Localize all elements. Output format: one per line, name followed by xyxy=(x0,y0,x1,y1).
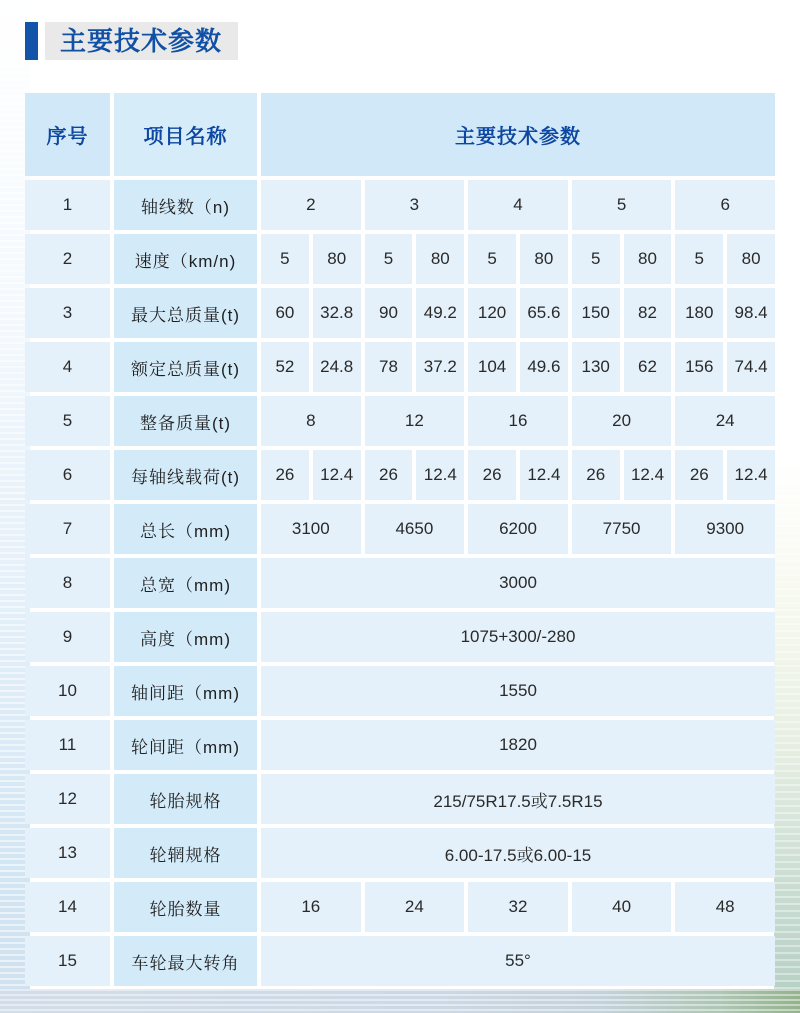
value-cell: 12 xyxy=(365,396,465,446)
value-cell: 98.4 xyxy=(727,288,775,338)
row-label-cell: 车轮最大转角 xyxy=(114,936,257,986)
value-cell: 5 xyxy=(365,234,413,284)
row-label-cell: 最大总质量(t) xyxy=(114,288,257,338)
value-cell: 24 xyxy=(365,882,465,932)
value-cell: 8 xyxy=(261,396,361,446)
value-cell: 1820 xyxy=(261,720,775,770)
value-cell: 26 xyxy=(261,450,309,500)
column-header-name: 项目名称 xyxy=(114,93,257,176)
row-label-cell: 整备质量(t) xyxy=(114,396,257,446)
value-cell: 24.8 xyxy=(313,342,361,392)
row-label-cell: 速度（km/n) xyxy=(114,234,257,284)
row-number-cell: 13 xyxy=(25,828,110,878)
value-cell: 4 xyxy=(468,180,568,230)
row-label-cell: 总宽（mm) xyxy=(114,558,257,608)
row-label-cell: 额定总质量(t) xyxy=(114,342,257,392)
value-cell: 80 xyxy=(520,234,568,284)
value-cell: 32 xyxy=(468,882,568,932)
value-cell: 62 xyxy=(624,342,672,392)
value-cell: 6 xyxy=(675,180,775,230)
value-cell: 26 xyxy=(365,450,413,500)
value-cell: 150 xyxy=(572,288,620,338)
row-label-cell: 轮间距（mm) xyxy=(114,720,257,770)
value-cell: 26 xyxy=(675,450,723,500)
value-cell: 80 xyxy=(313,234,361,284)
row-label-cell: 总长（mm) xyxy=(114,504,257,554)
value-cell: 16 xyxy=(261,882,361,932)
row-number-cell: 15 xyxy=(25,936,110,986)
value-cell: 5 xyxy=(261,234,309,284)
value-cell: 6200 xyxy=(468,504,568,554)
value-cell: 12.4 xyxy=(313,450,361,500)
row-number-cell: 6 xyxy=(25,450,110,500)
value-cell: 215/75R17.5或7.5R15 xyxy=(261,774,775,824)
value-cell: 7750 xyxy=(572,504,672,554)
value-cell: 24 xyxy=(675,396,775,446)
value-cell: 5 xyxy=(468,234,516,284)
row-label-cell: 轮辋规格 xyxy=(114,828,257,878)
value-cell: 12.4 xyxy=(416,450,464,500)
value-cell: 104 xyxy=(468,342,516,392)
value-cell: 49.2 xyxy=(416,288,464,338)
row-label-cell: 每轴线载荷(t) xyxy=(114,450,257,500)
title-accent-bar xyxy=(25,22,38,60)
parameters-table xyxy=(25,93,775,986)
row-number-cell: 11 xyxy=(25,720,110,770)
row-number-cell: 12 xyxy=(25,774,110,824)
row-number-cell: 3 xyxy=(25,288,110,338)
value-cell: 5 xyxy=(572,180,672,230)
value-cell: 52 xyxy=(261,342,309,392)
value-cell: 4650 xyxy=(365,504,465,554)
value-cell: 49.6 xyxy=(520,342,568,392)
value-cell: 12.4 xyxy=(520,450,568,500)
section-title xyxy=(25,22,238,60)
row-label-cell: 轴线数（n) xyxy=(114,180,257,230)
value-cell: 2 xyxy=(261,180,361,230)
row-number-cell: 1 xyxy=(25,180,110,230)
value-cell: 180 xyxy=(675,288,723,338)
row-number-cell: 4 xyxy=(25,342,110,392)
value-cell: 65.6 xyxy=(520,288,568,338)
value-cell: 12.4 xyxy=(624,450,672,500)
value-cell: 156 xyxy=(675,342,723,392)
value-cell: 48 xyxy=(675,882,775,932)
value-cell: 5 xyxy=(572,234,620,284)
bottom-gradient-band xyxy=(0,989,800,1013)
value-cell: 12.4 xyxy=(727,450,775,500)
row-label-cell: 轮胎数量 xyxy=(114,882,257,932)
row-label-cell: 轮胎规格 xyxy=(114,774,257,824)
value-cell: 3100 xyxy=(261,504,361,554)
value-cell: 55° xyxy=(261,936,775,986)
row-number-cell: 14 xyxy=(25,882,110,932)
value-cell: 16 xyxy=(468,396,568,446)
page-title: 主要技术参数 xyxy=(45,22,238,60)
right-gradient-band xyxy=(774,0,800,1013)
value-cell: 90 xyxy=(365,288,413,338)
value-cell: 32.8 xyxy=(313,288,361,338)
value-cell: 80 xyxy=(727,234,775,284)
value-cell: 1075+300/-280 xyxy=(261,612,775,662)
value-cell: 130 xyxy=(572,342,620,392)
value-cell: 26 xyxy=(572,450,620,500)
column-header-no: 序号 xyxy=(25,93,110,176)
row-number-cell: 2 xyxy=(25,234,110,284)
value-cell: 78 xyxy=(365,342,413,392)
value-cell: 80 xyxy=(416,234,464,284)
value-cell: 3000 xyxy=(261,558,775,608)
row-number-cell: 7 xyxy=(25,504,110,554)
value-cell: 40 xyxy=(572,882,672,932)
column-header-params: 主要技术参数 xyxy=(261,93,775,176)
value-cell: 120 xyxy=(468,288,516,338)
value-cell: 6.00-17.5或6.00-15 xyxy=(261,828,775,878)
value-cell: 5 xyxy=(675,234,723,284)
value-cell: 60 xyxy=(261,288,309,338)
row-number-cell: 9 xyxy=(25,612,110,662)
value-cell: 37.2 xyxy=(416,342,464,392)
value-cell: 26 xyxy=(468,450,516,500)
value-cell: 9300 xyxy=(675,504,775,554)
value-cell: 74.4 xyxy=(727,342,775,392)
row-number-cell: 10 xyxy=(25,666,110,716)
row-number-cell: 8 xyxy=(25,558,110,608)
value-cell: 80 xyxy=(624,234,672,284)
value-cell: 3 xyxy=(365,180,465,230)
value-cell: 20 xyxy=(572,396,672,446)
row-label-cell: 轴间距（mm) xyxy=(114,666,257,716)
row-label-cell: 高度（mm) xyxy=(114,612,257,662)
value-cell: 82 xyxy=(624,288,672,338)
value-cell: 1550 xyxy=(261,666,775,716)
row-number-cell: 5 xyxy=(25,396,110,446)
